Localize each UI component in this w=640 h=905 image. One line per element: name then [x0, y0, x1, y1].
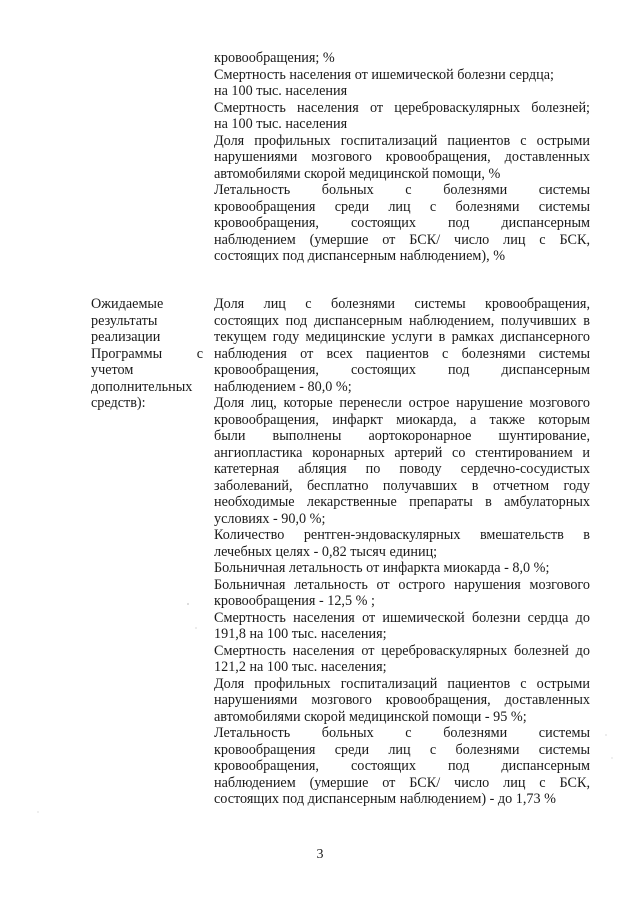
- text-line: на 100 тыс. населения: [214, 116, 348, 132]
- text-line: ангиопластика коронарных артерий со стентированием и: [214, 444, 590, 461]
- text-line: 121,2 на 100 тыс. населения;: [214, 659, 387, 675]
- scan-speck: [612, 758, 613, 759]
- label-line: учетом: [91, 362, 134, 378]
- text-line: заболеваний, бесплатно получавших в отчетном году: [214, 477, 590, 494]
- text-line: Доля профильных госпитализаций пациентов с острыми: [214, 675, 590, 692]
- result-item: [214, 676, 590, 726]
- scan-speck: [606, 735, 607, 736]
- expected-results-list: [214, 296, 590, 808]
- result-item: [214, 725, 590, 808]
- text-line: наблюдением (умершие от БСК/ число лиц с БСК,: [214, 774, 590, 791]
- text-line: Смертность населения от ишемической болезни сердца до: [214, 609, 590, 626]
- text-line: кровообращения, инфаркт миокарда, а также которым: [214, 411, 590, 428]
- result-item: [214, 527, 590, 560]
- text-line: текущем году медицинские услуги в рамках диспансерного: [214, 329, 590, 345]
- text-line: Смертность населения от цереброваскулярных болезней;: [214, 99, 590, 116]
- text-line: Летальность больных с болезнями системы: [214, 182, 590, 198]
- text-line: кровообращения; %: [214, 50, 335, 66]
- label-line: результаты: [91, 312, 158, 329]
- result-item: [214, 577, 590, 610]
- text-line: на 100 тыс. населения: [214, 83, 348, 99]
- text-line: состоящих под диспансерным наблюдением, получивших в: [214, 312, 590, 329]
- text-line: состоящих под диспансерным наблюдением), %: [214, 248, 506, 264]
- text-line: катетерная абляция по поводу сердечно-сосудистых: [214, 461, 590, 477]
- text-line: лечебных целях - 0,82 тысяч единиц;: [214, 543, 438, 560]
- text-line: кровообращения, состоящих под диспансерным: [214, 215, 590, 231]
- text-line: нарушениями мозгового кровообращения, доставленных: [214, 149, 590, 165]
- text-line: Летальность больных с болезнями системы: [214, 725, 590, 741]
- label-word: Программы: [91, 345, 163, 362]
- result-item: [214, 560, 590, 577]
- scan-speck: [196, 628, 197, 629]
- text-line: автомобилями скорой медицинской помощи - 95 %;: [214, 708, 527, 725]
- text-line: Больничная летальность от острого нарушения мозгового: [214, 576, 590, 593]
- label-word: с: [196, 345, 203, 362]
- label-line: дополнительных: [91, 378, 193, 395]
- label-line: реализации: [91, 329, 161, 345]
- result-item: [214, 643, 590, 676]
- text-line: необходимые лекарственные препараты в амбулаторных: [214, 494, 590, 510]
- text-line: кровообращения, состоящих под диспансерным: [214, 758, 590, 774]
- text-line: кровообращения, состоящих под диспансерным: [214, 362, 590, 378]
- text-line: нарушениями мозгового кровообращения, доставленных: [214, 692, 590, 708]
- text-line: Смертность населения от цереброваскулярных болезней до: [214, 642, 590, 659]
- text-line: наблюдением - 80,0 %;: [214, 378, 352, 395]
- text-line: автомобилями скорой медицинской помощи, %: [214, 165, 501, 182]
- text-line: Количество рентген-эндоваскулярных вмешательств в: [214, 527, 590, 543]
- text-line: кровообращения среди лиц с болезнями системы: [214, 741, 590, 758]
- text-line: были выполнены аортокоронарное шунтирование,: [214, 428, 590, 444]
- text-line: Больничная летальность от инфаркта миокарда - 8,0 %;: [214, 560, 550, 576]
- text-line: наблюдения от всех пациентов с болезнями системы: [214, 345, 590, 362]
- label-line: [91, 346, 203, 363]
- result-item: [214, 610, 590, 643]
- text-line: 191,8 на 100 тыс. населения;: [214, 626, 387, 642]
- text-line: условиях - 90,0 %;: [214, 510, 326, 527]
- expected-results-label: [91, 296, 203, 412]
- scan-speck: [38, 812, 39, 813]
- scan-speck: [187, 603, 188, 604]
- text-line: Доля лиц, которые перенесли острое нарушение мозгового: [214, 395, 590, 411]
- text-line: состоящих под диспансерным наблюдением) - до 1,73 %: [214, 791, 556, 807]
- previous-indicators-continuation: [214, 50, 590, 265]
- page-number: 3: [316, 847, 324, 862]
- text-line: Смертность населения от ишемической болезни сердца;: [214, 66, 554, 83]
- result-item: [214, 395, 590, 527]
- text-line: Доля профильных госпитализаций пациентов с острыми: [214, 132, 590, 149]
- result-item: [214, 296, 590, 395]
- text-line: Доля лиц с болезнями системы кровообращения,: [214, 296, 590, 312]
- text-line: наблюдением (умершие от БСК/ число лиц с БСК,: [214, 231, 590, 248]
- label-line: средств):: [91, 395, 146, 411]
- text-line: кровообращения среди лиц с болезнями системы: [214, 198, 590, 215]
- label-line: Ожидаемые: [91, 296, 164, 312]
- text-line: кровообращения - 12,5 % ;: [214, 593, 375, 609]
